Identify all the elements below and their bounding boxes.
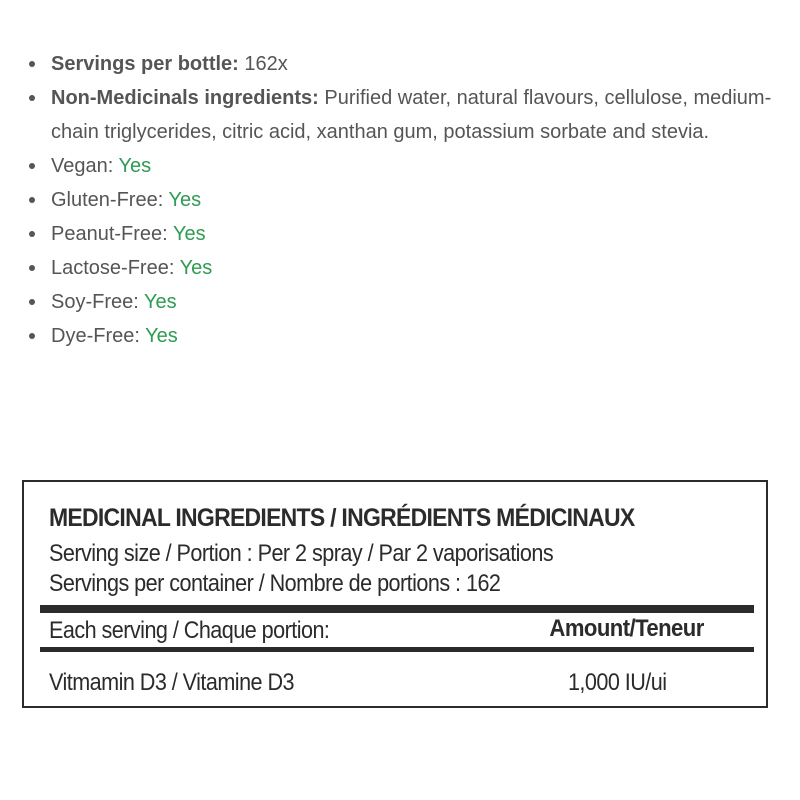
non-medicinal-label: Non-Medicinals ingredients: (51, 87, 319, 109)
product-features-list (22, 47, 782, 353)
list-item (22, 149, 782, 183)
divider-medium (40, 647, 754, 652)
lactose-free-value: Yes (179, 257, 213, 279)
gluten-free-value: Yes (168, 189, 202, 211)
non-medicinal-value: Purified water, natural flavours, cellulose, medium-chain triglycerides, citric acid, xanthan gum, potassium sorbate and stevia. (51, 87, 772, 143)
column-header-amount: Amount/Teneur (549, 615, 704, 642)
list-item (22, 285, 782, 319)
soy-free-label: Soy-Free: (51, 291, 139, 313)
list-item (22, 217, 782, 251)
list-item (22, 319, 782, 353)
dye-free-value: Yes (145, 325, 178, 347)
lactose-free-label: Lactose-Free: (51, 257, 175, 279)
list-item (22, 251, 782, 285)
medicinal-ingredients-panel (22, 480, 768, 708)
vegan-value: Yes (118, 155, 152, 177)
serving-size: Serving size / Portion : Per 2 spray / Par 2 vaporisations (49, 540, 554, 567)
divider-thick (40, 605, 754, 613)
servings-per-container: Servings per container / Nombre de portions : 162 (49, 570, 501, 597)
soy-free-value: Yes (144, 291, 177, 313)
vegan-label: Vegan: (51, 155, 114, 177)
ingredient-name: Vitmamin D3 / Vitamine D3 (49, 669, 295, 696)
peanut-free-value: Yes (172, 223, 206, 245)
gluten-free-label: Gluten-Free: (51, 189, 164, 211)
column-header-serving: Each serving / Chaque portion: (49, 617, 330, 644)
list-item (22, 81, 782, 149)
list-item (22, 183, 782, 217)
dye-free-label: Dye-Free: (51, 325, 140, 347)
panel-title: MEDICINAL INGREDIENTS / INGRÉDIENTS MÉDICINAUX (49, 504, 635, 532)
list-item (22, 47, 782, 81)
servings-per-bottle-label: Servings per bottle: (51, 53, 239, 75)
servings-per-bottle-value: 162x (244, 53, 288, 75)
ingredient-amount: 1,000 IU/ui (567, 669, 666, 696)
peanut-free-label: Peanut-Free: (51, 223, 168, 245)
